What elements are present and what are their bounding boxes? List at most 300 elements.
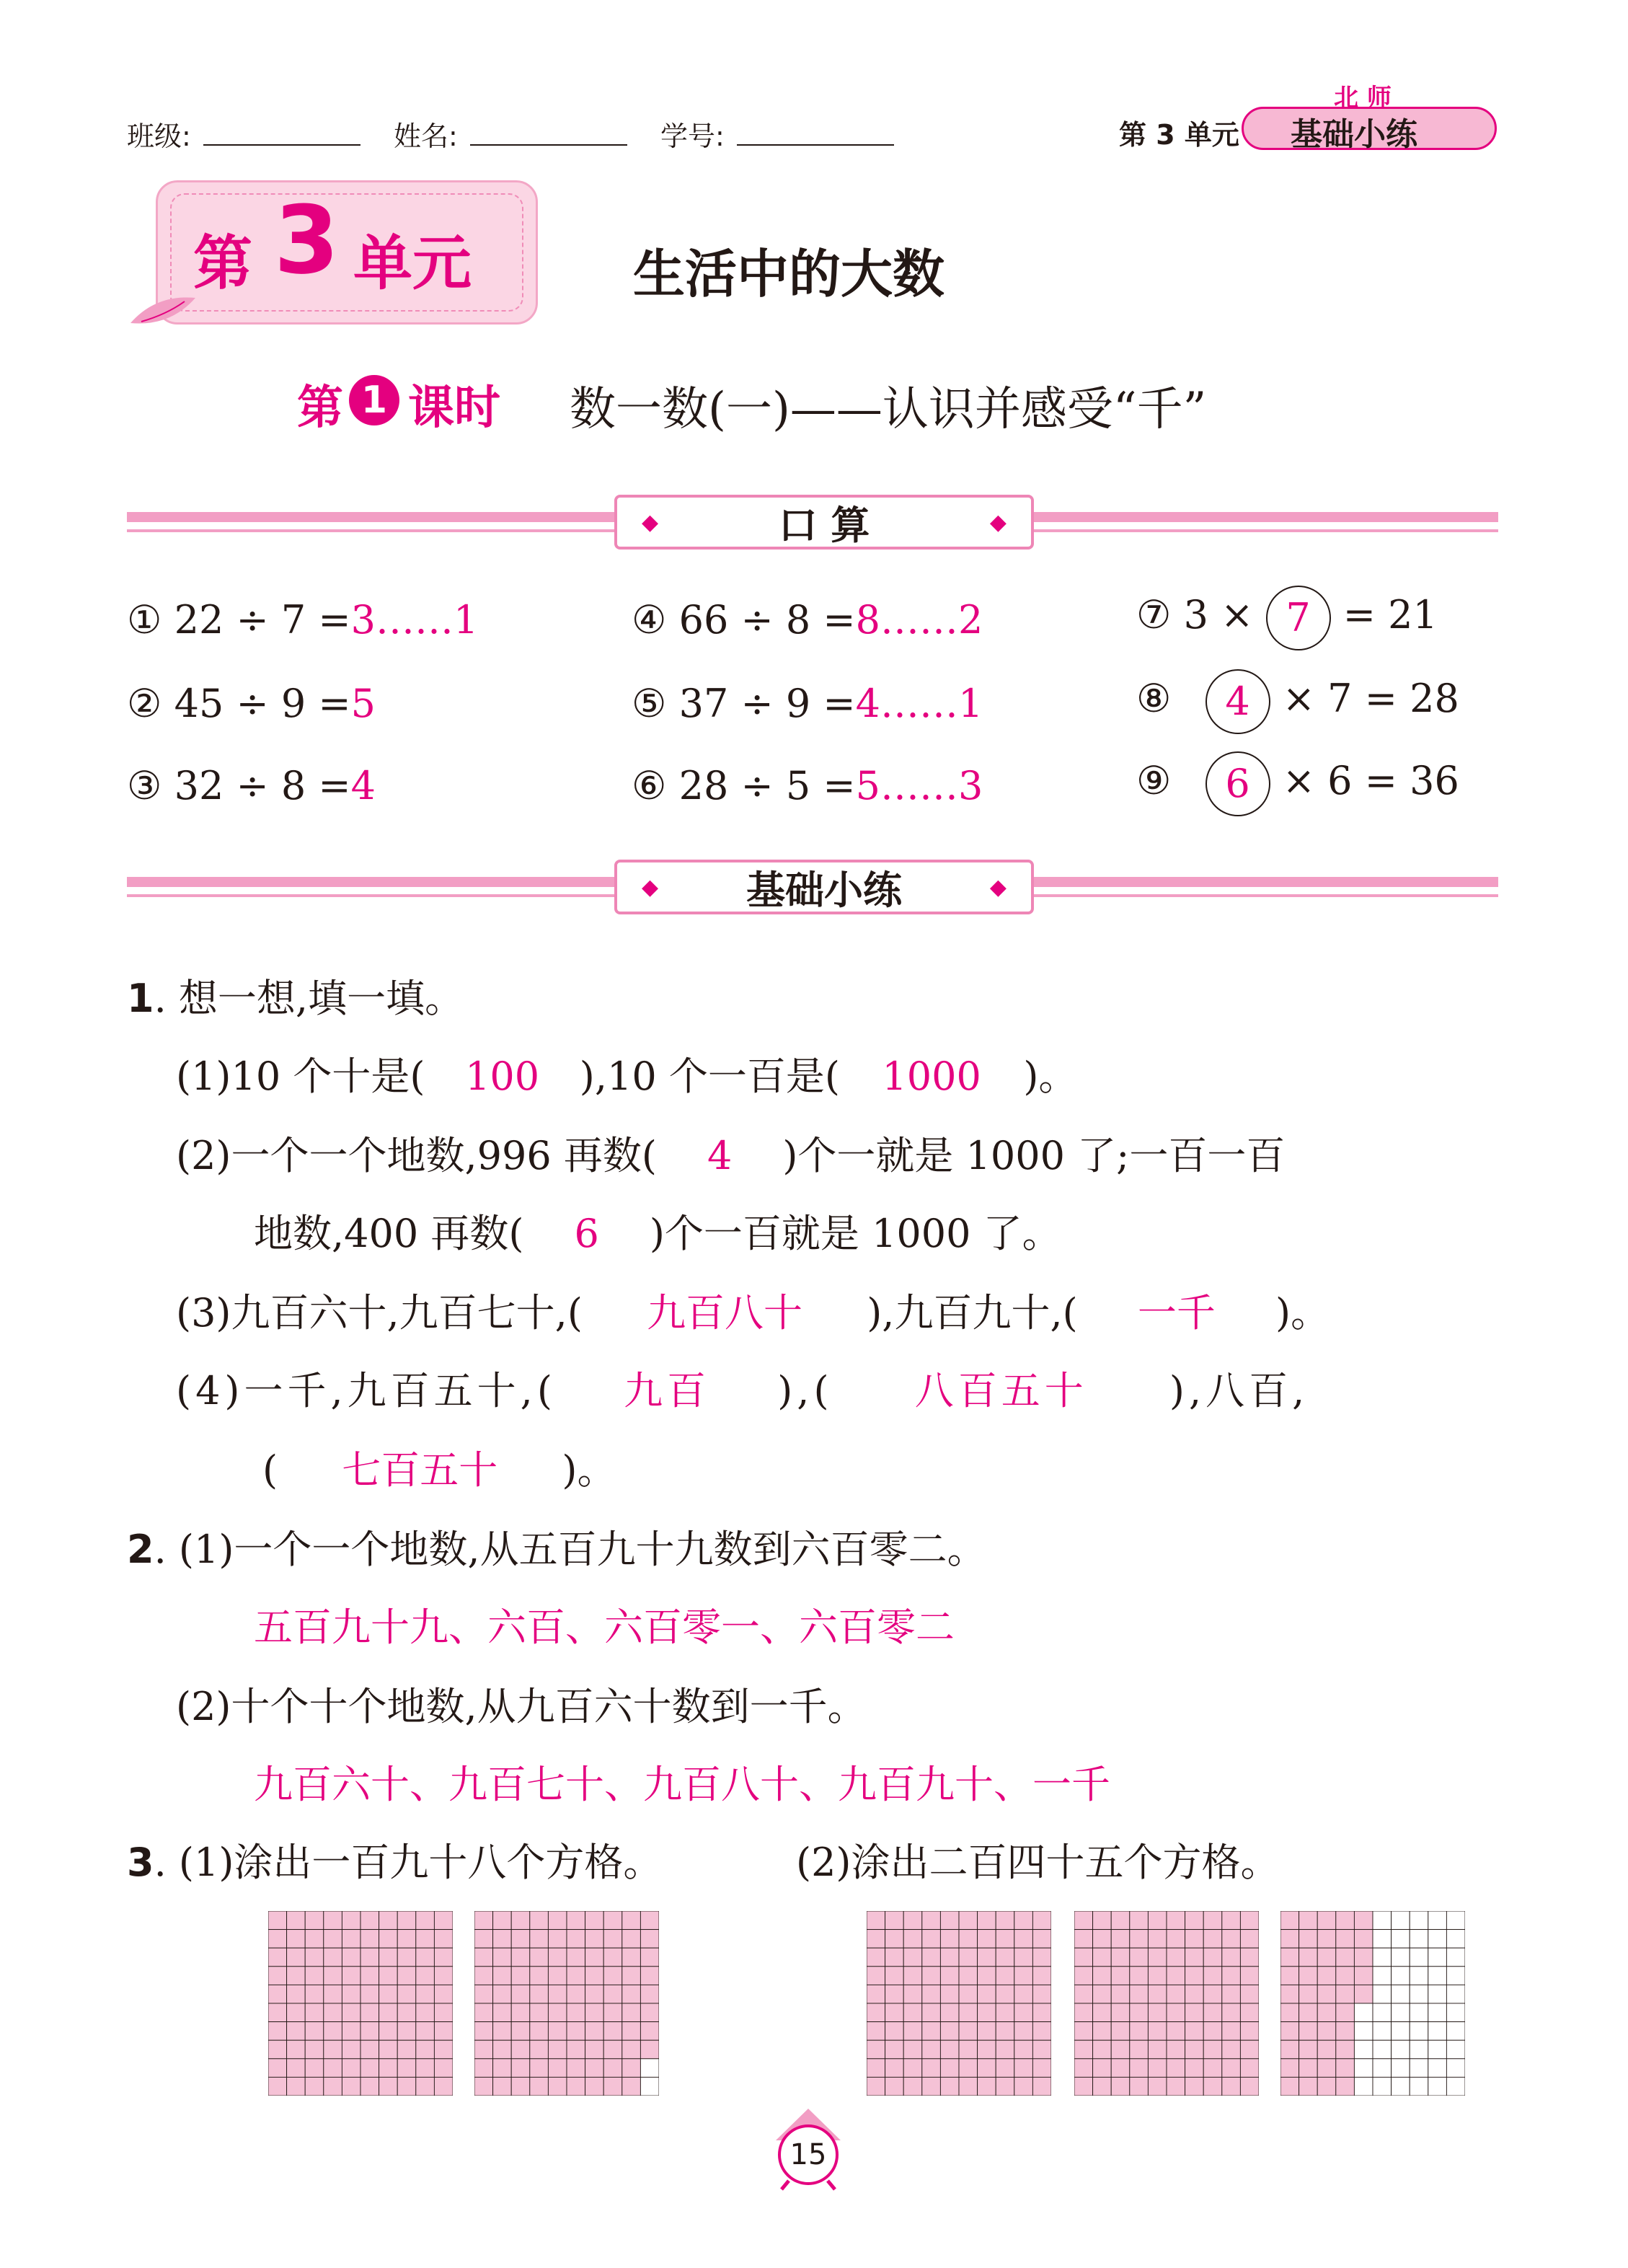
grid-cell-shaded[interactable]: [530, 2077, 549, 2096]
grid-cell-shaded[interactable]: [1148, 2003, 1167, 2022]
grid-cell-shaded[interactable]: [1185, 1967, 1204, 1985]
grid-cell[interactable]: [1428, 1985, 1447, 2003]
grid-cell-shaded[interactable]: [585, 2003, 604, 2022]
grid-cell[interactable]: [640, 2077, 659, 2096]
grid-cell-shaded[interactable]: [397, 2040, 416, 2059]
grid-cell-shaded[interactable]: [1354, 1930, 1373, 1949]
grid-cell[interactable]: [1373, 2059, 1392, 2078]
grid-cell-shaded[interactable]: [903, 1930, 922, 1949]
grid-cell-shaded[interactable]: [1111, 2022, 1130, 2041]
grid-cell[interactable]: [1446, 1911, 1465, 1930]
grid-cell[interactable]: [1373, 2003, 1392, 2022]
grid-cell-shaded[interactable]: [603, 1930, 622, 1949]
grid-cell-shaded[interactable]: [511, 1967, 530, 1985]
grid-cell-shaded[interactable]: [474, 2022, 493, 2041]
grid-cell-shaded[interactable]: [622, 1930, 641, 1949]
grid-cell-shaded[interactable]: [885, 1948, 904, 1967]
grid-cell-shaded[interactable]: [978, 2077, 996, 2096]
grid-cell-shaded[interactable]: [1222, 2003, 1241, 2022]
grid-cell-shaded[interactable]: [268, 1985, 287, 2003]
grid-cell[interactable]: [1428, 1930, 1447, 1949]
grid-cell-shaded[interactable]: [1280, 1948, 1299, 1967]
grid-cell-shaded[interactable]: [324, 2022, 342, 2041]
grid-cell-shaded[interactable]: [1093, 1967, 1112, 1985]
grid-cell-shaded[interactable]: [996, 1911, 1014, 1930]
grid-cell-shaded[interactable]: [1203, 2040, 1222, 2059]
grid-cell-shaded[interactable]: [603, 1911, 622, 1930]
grid-cell-shaded[interactable]: [585, 1911, 604, 1930]
grid-cell-shaded[interactable]: [585, 2077, 604, 2096]
grid-cell-shaded[interactable]: [434, 2003, 453, 2022]
grid-cell-shaded[interactable]: [1299, 2003, 1318, 2022]
grid-cell-shaded[interactable]: [434, 2022, 453, 2041]
grid-cell-shaded[interactable]: [885, 2022, 904, 2041]
grid-cell-shaded[interactable]: [640, 1985, 659, 2003]
grid-cell-shaded[interactable]: [1014, 1967, 1033, 1985]
grid-cell-shaded[interactable]: [1185, 2040, 1204, 2059]
grid-cell-shaded[interactable]: [1280, 2059, 1299, 2078]
grid-cell[interactable]: [1373, 1930, 1392, 1949]
grid-cell-shaded[interactable]: [622, 2077, 641, 2096]
grid-cell-shaded[interactable]: [1130, 2003, 1149, 2022]
grid-cell-shaded[interactable]: [548, 2003, 567, 2022]
grid-cell-shaded[interactable]: [1317, 1967, 1336, 1985]
grid-cell-shaded[interactable]: [940, 1948, 959, 1967]
grid-cell-shaded[interactable]: [324, 2077, 342, 2096]
grid-cell-shaded[interactable]: [1222, 2040, 1241, 2059]
grid-cell[interactable]: [1392, 2022, 1410, 2041]
grid-cell[interactable]: [1446, 1967, 1465, 1985]
grid-cell[interactable]: [1373, 1911, 1392, 1930]
grid-cell-shaded[interactable]: [305, 1948, 324, 1967]
grid-cell-shaded[interactable]: [922, 2022, 941, 2041]
grid-cell-shaded[interactable]: [603, 1967, 622, 1985]
grid-cell-shaded[interactable]: [434, 1911, 453, 1930]
grid-cell-shaded[interactable]: [1240, 2040, 1259, 2059]
grid-cell-shaded[interactable]: [379, 1930, 398, 1949]
grid-cell-shaded[interactable]: [511, 2022, 530, 2041]
grid-cell-shaded[interactable]: [903, 1967, 922, 1985]
grid-cell-shaded[interactable]: [1203, 2077, 1222, 2096]
grid-cell-shaded[interactable]: [397, 1948, 416, 1967]
grid-cell-shaded[interactable]: [548, 2077, 567, 2096]
grid-cell-shaded[interactable]: [1336, 2077, 1355, 2096]
grid-cell-shaded[interactable]: [474, 1930, 493, 1949]
grid-cell-shaded[interactable]: [867, 1967, 885, 1985]
grid-cell-shaded[interactable]: [1032, 1911, 1051, 1930]
grid-cell-shaded[interactable]: [474, 2003, 493, 2022]
grid-cell-shaded[interactable]: [493, 2040, 512, 2059]
grid-cell-shaded[interactable]: [1336, 2059, 1355, 2078]
grid-cell-shaded[interactable]: [511, 1948, 530, 1967]
grid-cell-shaded[interactable]: [1317, 2040, 1336, 2059]
grid-cell-shaded[interactable]: [397, 1967, 416, 1985]
grid-cell[interactable]: [1392, 1967, 1410, 1985]
grid-cell-shaded[interactable]: [434, 2059, 453, 2078]
grid-cell-shaded[interactable]: [1240, 1985, 1259, 2003]
grid-cell-shaded[interactable]: [603, 1985, 622, 2003]
grid-cell[interactable]: [1446, 1930, 1465, 1949]
grid-cell-shaded[interactable]: [1130, 1911, 1149, 1930]
grid-cell-shaded[interactable]: [434, 2077, 453, 2096]
grid-cell-shaded[interactable]: [622, 2040, 641, 2059]
grid-cell-shaded[interactable]: [1354, 1948, 1373, 1967]
grid-cell-shaded[interactable]: [305, 1930, 324, 1949]
grid-cell-shaded[interactable]: [379, 2003, 398, 2022]
grid-cell-shaded[interactable]: [1317, 2003, 1336, 2022]
grid-cell-shaded[interactable]: [434, 2040, 453, 2059]
grid-cell-shaded[interactable]: [1222, 2077, 1241, 2096]
grid-cell-shaded[interactable]: [1222, 1911, 1241, 1930]
grid-cell-shaded[interactable]: [548, 1930, 567, 1949]
grid-cell-shaded[interactable]: [1203, 2059, 1222, 2078]
grid-cell-shaded[interactable]: [287, 2022, 306, 2041]
grid-cell-shaded[interactable]: [1014, 2003, 1033, 2022]
grid-cell[interactable]: [1392, 1985, 1410, 2003]
grid-cell[interactable]: [1373, 1967, 1392, 1985]
grid-cell-shaded[interactable]: [287, 1967, 306, 1985]
grid-cell-shaded[interactable]: [622, 2059, 641, 2078]
grid-cell-shaded[interactable]: [1074, 2077, 1093, 2096]
grid-cell-shaded[interactable]: [1167, 2059, 1185, 2078]
grid-cell-shaded[interactable]: [548, 1948, 567, 1967]
grid-cell[interactable]: [1428, 2022, 1447, 2041]
grid-cell-shaded[interactable]: [493, 1967, 512, 1985]
grid-cell-shaded[interactable]: [416, 1985, 435, 2003]
grid-cell-shaded[interactable]: [1336, 2022, 1355, 2041]
grid-cell-shaded[interactable]: [1148, 1967, 1167, 1985]
grid-cell[interactable]: [1410, 2059, 1428, 2078]
grid-cell-shaded[interactable]: [511, 2077, 530, 2096]
grid-cell-shaded[interactable]: [379, 1911, 398, 1930]
grid-cell-shaded[interactable]: [1093, 1930, 1112, 1949]
grid-cell-shaded[interactable]: [622, 2022, 641, 2041]
grid-cell-shaded[interactable]: [379, 2077, 398, 2096]
grid-cell-shaded[interactable]: [1130, 1930, 1149, 1949]
grid-cell-shaded[interactable]: [1240, 1948, 1259, 1967]
grid-cell[interactable]: [1410, 2040, 1428, 2059]
grid-cell-shaded[interactable]: [1093, 2040, 1112, 2059]
grid-cell[interactable]: [1428, 1911, 1447, 1930]
grid-cell-shaded[interactable]: [511, 1911, 530, 1930]
grid-cell-shaded[interactable]: [493, 1930, 512, 1949]
grid-cell-shaded[interactable]: [324, 2059, 342, 2078]
grid-cell-shaded[interactable]: [1032, 2003, 1051, 2022]
grid-cell[interactable]: [1373, 2040, 1392, 2059]
grid-cell-shaded[interactable]: [640, 2040, 659, 2059]
grid-cell-shaded[interactable]: [1130, 2022, 1149, 2041]
grid-cell-shaded[interactable]: [1280, 2077, 1299, 2096]
grid-cell-shaded[interactable]: [379, 1948, 398, 1967]
grid-cell-shaded[interactable]: [903, 1985, 922, 2003]
grid-cell-shaded[interactable]: [1222, 2059, 1241, 2078]
grid-cell-shaded[interactable]: [1336, 1930, 1355, 1949]
grid-cell-shaded[interactable]: [342, 2077, 360, 2096]
grid-cell-shaded[interactable]: [1093, 2077, 1112, 2096]
grid-cell-shaded[interactable]: [585, 1985, 604, 2003]
grid-cell-shaded[interactable]: [903, 2059, 922, 2078]
grid-cell-shaded[interactable]: [996, 2059, 1014, 2078]
grid-cell-shaded[interactable]: [867, 2059, 885, 2078]
grid-cell[interactable]: [1392, 1930, 1410, 1949]
grid-cell-shaded[interactable]: [1222, 1948, 1241, 1967]
grid-cell-shaded[interactable]: [959, 2077, 978, 2096]
grid-cell-shaded[interactable]: [1240, 1911, 1259, 1930]
grid-cell-shaded[interactable]: [1299, 2077, 1318, 2096]
grid-cell-shaded[interactable]: [287, 1911, 306, 1930]
grid-cell-shaded[interactable]: [1111, 1930, 1130, 1949]
grid-cell-shaded[interactable]: [1032, 2077, 1051, 2096]
grid-cell-shaded[interactable]: [342, 2040, 360, 2059]
grid-cell-shaded[interactable]: [1222, 2022, 1241, 2041]
grid-cell-shaded[interactable]: [416, 2022, 435, 2041]
grid-cell-shaded[interactable]: [567, 2022, 585, 2041]
grid-cell-shaded[interactable]: [885, 2059, 904, 2078]
grid-cell-shaded[interactable]: [268, 1930, 287, 1949]
grid-cell-shaded[interactable]: [640, 1930, 659, 1949]
grid-cell-shaded[interactable]: [885, 1930, 904, 1949]
grid-cell-shaded[interactable]: [903, 2022, 922, 2041]
grid-cell-shaded[interactable]: [530, 1911, 549, 1930]
grid-cell-shaded[interactable]: [1299, 1930, 1318, 1949]
class-field[interactable]: [203, 115, 360, 146]
grid-cell-shaded[interactable]: [885, 2040, 904, 2059]
grid-cell-shaded[interactable]: [885, 1985, 904, 2003]
grid-cell-shaded[interactable]: [1111, 2077, 1130, 2096]
grid-cell-shaded[interactable]: [1032, 1967, 1051, 1985]
grid-cell-shaded[interactable]: [1299, 2040, 1318, 2059]
grid-cell-shaded[interactable]: [397, 1911, 416, 1930]
grid-cell-shaded[interactable]: [1074, 1967, 1093, 1985]
grid-cell-shaded[interactable]: [305, 2022, 324, 2041]
grid-cell-shaded[interactable]: [922, 1985, 941, 2003]
grid-cell-shaded[interactable]: [978, 1911, 996, 1930]
grid-cell-shaded[interactable]: [978, 1930, 996, 1949]
grid-cell-shaded[interactable]: [305, 2077, 324, 2096]
grid-cell-shaded[interactable]: [360, 2040, 379, 2059]
grid-cell-shaded[interactable]: [1148, 2077, 1167, 2096]
grid-cell-shaded[interactable]: [268, 2003, 287, 2022]
grid-cell-shaded[interactable]: [1222, 1967, 1241, 1985]
grid-cell-shaded[interactable]: [622, 1967, 641, 1985]
grid-cell-shaded[interactable]: [1032, 1948, 1051, 1967]
grid-cell-shaded[interactable]: [548, 1985, 567, 2003]
grid-cell-shaded[interactable]: [360, 2003, 379, 2022]
grid-cell-shaded[interactable]: [1148, 1930, 1167, 1949]
grid-cell-shaded[interactable]: [603, 2022, 622, 2041]
grid-cell-shaded[interactable]: [1074, 1911, 1093, 1930]
grid-cell-shaded[interactable]: [567, 1985, 585, 2003]
grid-cell-shaded[interactable]: [622, 2003, 641, 2022]
grid-cell-shaded[interactable]: [530, 2040, 549, 2059]
grid-cell-shaded[interactable]: [1336, 2003, 1355, 2022]
grid-cell-shaded[interactable]: [360, 1911, 379, 1930]
grid-cell[interactable]: [1410, 1967, 1428, 1985]
id-field[interactable]: [737, 115, 894, 146]
grid-cell-shaded[interactable]: [287, 1930, 306, 1949]
grid-cell-shaded[interactable]: [567, 2040, 585, 2059]
grid-cell-shaded[interactable]: [1167, 2077, 1185, 2096]
grid-cell-shaded[interactable]: [622, 1948, 641, 1967]
grid-cell-shaded[interactable]: [1336, 2040, 1355, 2059]
hundred-grid[interactable]: [1280, 1911, 1465, 2096]
grid-cell-shaded[interactable]: [342, 1985, 360, 2003]
grid-cell-shaded[interactable]: [1074, 1948, 1093, 1967]
grid-cell-shaded[interactable]: [530, 1948, 549, 1967]
grid-cell-shaded[interactable]: [342, 1911, 360, 1930]
grid-cell[interactable]: [640, 2059, 659, 2078]
grid-cell-shaded[interactable]: [640, 2003, 659, 2022]
grid-cell-shaded[interactable]: [885, 2003, 904, 2022]
grid-cell-shaded[interactable]: [530, 1985, 549, 2003]
grid-cell-shaded[interactable]: [996, 1967, 1014, 1985]
grid-cell-shaded[interactable]: [1185, 2003, 1204, 2022]
grid-cell-shaded[interactable]: [1032, 2022, 1051, 2041]
grid-cell-shaded[interactable]: [1240, 2003, 1259, 2022]
grid-cell-shaded[interactable]: [342, 1948, 360, 1967]
grid-cell-shaded[interactable]: [416, 1911, 435, 1930]
grid-cell-shaded[interactable]: [268, 2040, 287, 2059]
grid-cell-shaded[interactable]: [640, 1948, 659, 1967]
grid-cell-shaded[interactable]: [903, 1911, 922, 1930]
grid-cell[interactable]: [1428, 2003, 1447, 2022]
grid-cell-shaded[interactable]: [1074, 2003, 1093, 2022]
grid-cell-shaded[interactable]: [1336, 1985, 1355, 2003]
grid-cell-shaded[interactable]: [1280, 2040, 1299, 2059]
grid-cell-shaded[interactable]: [1185, 2077, 1204, 2096]
grid-cell[interactable]: [1410, 2077, 1428, 2096]
grid-cell-shaded[interactable]: [940, 2059, 959, 2078]
grid-cell-shaded[interactable]: [1203, 2003, 1222, 2022]
grid-cell-shaded[interactable]: [1280, 2003, 1299, 2022]
grid-cell-shaded[interactable]: [978, 2040, 996, 2059]
grid-cell-shaded[interactable]: [1203, 2022, 1222, 2041]
grid-cell-shaded[interactable]: [1148, 1985, 1167, 2003]
grid-cell-shaded[interactable]: [287, 1948, 306, 1967]
grid-cell-shaded[interactable]: [1148, 1948, 1167, 1967]
grid-cell-shaded[interactable]: [493, 1948, 512, 1967]
grid-cell-shaded[interactable]: [530, 2003, 549, 2022]
grid-cell-shaded[interactable]: [1280, 2022, 1299, 2041]
grid-cell-shaded[interactable]: [1185, 1911, 1204, 1930]
grid-cell-shaded[interactable]: [922, 1967, 941, 1985]
grid-cell-shaded[interactable]: [1280, 1985, 1299, 2003]
grid-cell-shaded[interactable]: [1167, 1911, 1185, 1930]
grid-cell-shaded[interactable]: [959, 2059, 978, 2078]
grid-cell-shaded[interactable]: [305, 2059, 324, 2078]
grid-cell-shaded[interactable]: [1074, 2059, 1093, 2078]
grid-cell-shaded[interactable]: [268, 2077, 287, 2096]
grid-cell[interactable]: [1373, 1985, 1392, 2003]
grid-cell[interactable]: [1446, 2059, 1465, 2078]
grid-cell-shaded[interactable]: [603, 2059, 622, 2078]
grid-cell-shaded[interactable]: [640, 2022, 659, 2041]
grid-cell-shaded[interactable]: [959, 1911, 978, 1930]
grid-cell[interactable]: [1410, 2003, 1428, 2022]
grid-cell-shaded[interactable]: [585, 1930, 604, 1949]
grid-cell-shaded[interactable]: [567, 2003, 585, 2022]
grid-cell-shaded[interactable]: [903, 2077, 922, 2096]
grid-cell-shaded[interactable]: [1185, 1930, 1204, 1949]
grid-cell-shaded[interactable]: [416, 2040, 435, 2059]
grid-cell-shaded[interactable]: [1074, 1930, 1093, 1949]
grid-cell-shaded[interactable]: [416, 2059, 435, 2078]
grid-cell-shaded[interactable]: [996, 1985, 1014, 2003]
grid-cell-shaded[interactable]: [287, 2040, 306, 2059]
grid-cell[interactable]: [1354, 2022, 1373, 2041]
hundred-grid[interactable]: [474, 1911, 659, 2096]
grid-cell-shaded[interactable]: [1317, 2022, 1336, 2041]
grid-cell-shaded[interactable]: [434, 1930, 453, 1949]
grid-cell-shaded[interactable]: [1014, 1930, 1033, 1949]
grid-cell-shaded[interactable]: [1317, 1911, 1336, 1930]
grid-cell-shaded[interactable]: [585, 2040, 604, 2059]
grid-cell-shaded[interactable]: [622, 1911, 641, 1930]
grid-cell-shaded[interactable]: [548, 2059, 567, 2078]
grid-cell[interactable]: [1446, 2077, 1465, 2096]
grid-cell-shaded[interactable]: [996, 1948, 1014, 1967]
grid-cell-shaded[interactable]: [397, 1985, 416, 2003]
grid-cell-shaded[interactable]: [1148, 2040, 1167, 2059]
grid-cell-shaded[interactable]: [1093, 2059, 1112, 2078]
grid-cell-shaded[interactable]: [511, 2003, 530, 2022]
grid-cell-shaded[interactable]: [922, 2003, 941, 2022]
grid-cell-shaded[interactable]: [978, 1985, 996, 2003]
grid-cell-shaded[interactable]: [603, 2040, 622, 2059]
grid-cell-shaded[interactable]: [1203, 1985, 1222, 2003]
grid-cell-shaded[interactable]: [548, 2022, 567, 2041]
grid-cell-shaded[interactable]: [1167, 1967, 1185, 1985]
grid-cell-shaded[interactable]: [1014, 1948, 1033, 1967]
grid-cell-shaded[interactable]: [1167, 1948, 1185, 1967]
grid-cell-shaded[interactable]: [397, 2077, 416, 2096]
grid-cell-shaded[interactable]: [1185, 2059, 1204, 2078]
grid-cell-shaded[interactable]: [360, 2077, 379, 2096]
grid-cell-shaded[interactable]: [416, 2077, 435, 2096]
grid-cell[interactable]: [1410, 1930, 1428, 1949]
grid-cell-shaded[interactable]: [1354, 1911, 1373, 1930]
grid-cell-shaded[interactable]: [548, 1967, 567, 1985]
name-field[interactable]: [470, 115, 627, 146]
grid-cell-shaded[interactable]: [1299, 2022, 1318, 2041]
grid-cell-shaded[interactable]: [1280, 1911, 1299, 1930]
grid-cell-shaded[interactable]: [305, 1911, 324, 1930]
grid-cell-shaded[interactable]: [268, 1967, 287, 1985]
grid-cell-shaded[interactable]: [324, 2040, 342, 2059]
grid-cell-shaded[interactable]: [305, 1985, 324, 2003]
grid-cell-shaded[interactable]: [493, 2022, 512, 2041]
grid-cell[interactable]: [1428, 2077, 1447, 2096]
grid-cell-shaded[interactable]: [1317, 1930, 1336, 1949]
grid-cell-shaded[interactable]: [978, 2059, 996, 2078]
grid-cell-shaded[interactable]: [493, 1911, 512, 1930]
grid-cell-shaded[interactable]: [1299, 1985, 1318, 2003]
grid-cell[interactable]: [1446, 1948, 1465, 1967]
grid-cell-shaded[interactable]: [1148, 2059, 1167, 2078]
grid-cell-shaded[interactable]: [1354, 1985, 1373, 2003]
grid-cell-shaded[interactable]: [342, 2022, 360, 2041]
grid-cell-shaded[interactable]: [474, 1985, 493, 2003]
grid-cell-shaded[interactable]: [324, 1985, 342, 2003]
grid-cell-shaded[interactable]: [324, 1930, 342, 1949]
grid-cell[interactable]: [1446, 2022, 1465, 2041]
grid-cell-shaded[interactable]: [324, 1948, 342, 1967]
grid-cell-shaded[interactable]: [603, 2003, 622, 2022]
grid-cell-shaded[interactable]: [268, 2022, 287, 2041]
grid-cell-shaded[interactable]: [1111, 1948, 1130, 1967]
grid-cell-shaded[interactable]: [567, 1930, 585, 1949]
grid-cell-shaded[interactable]: [416, 1967, 435, 1985]
